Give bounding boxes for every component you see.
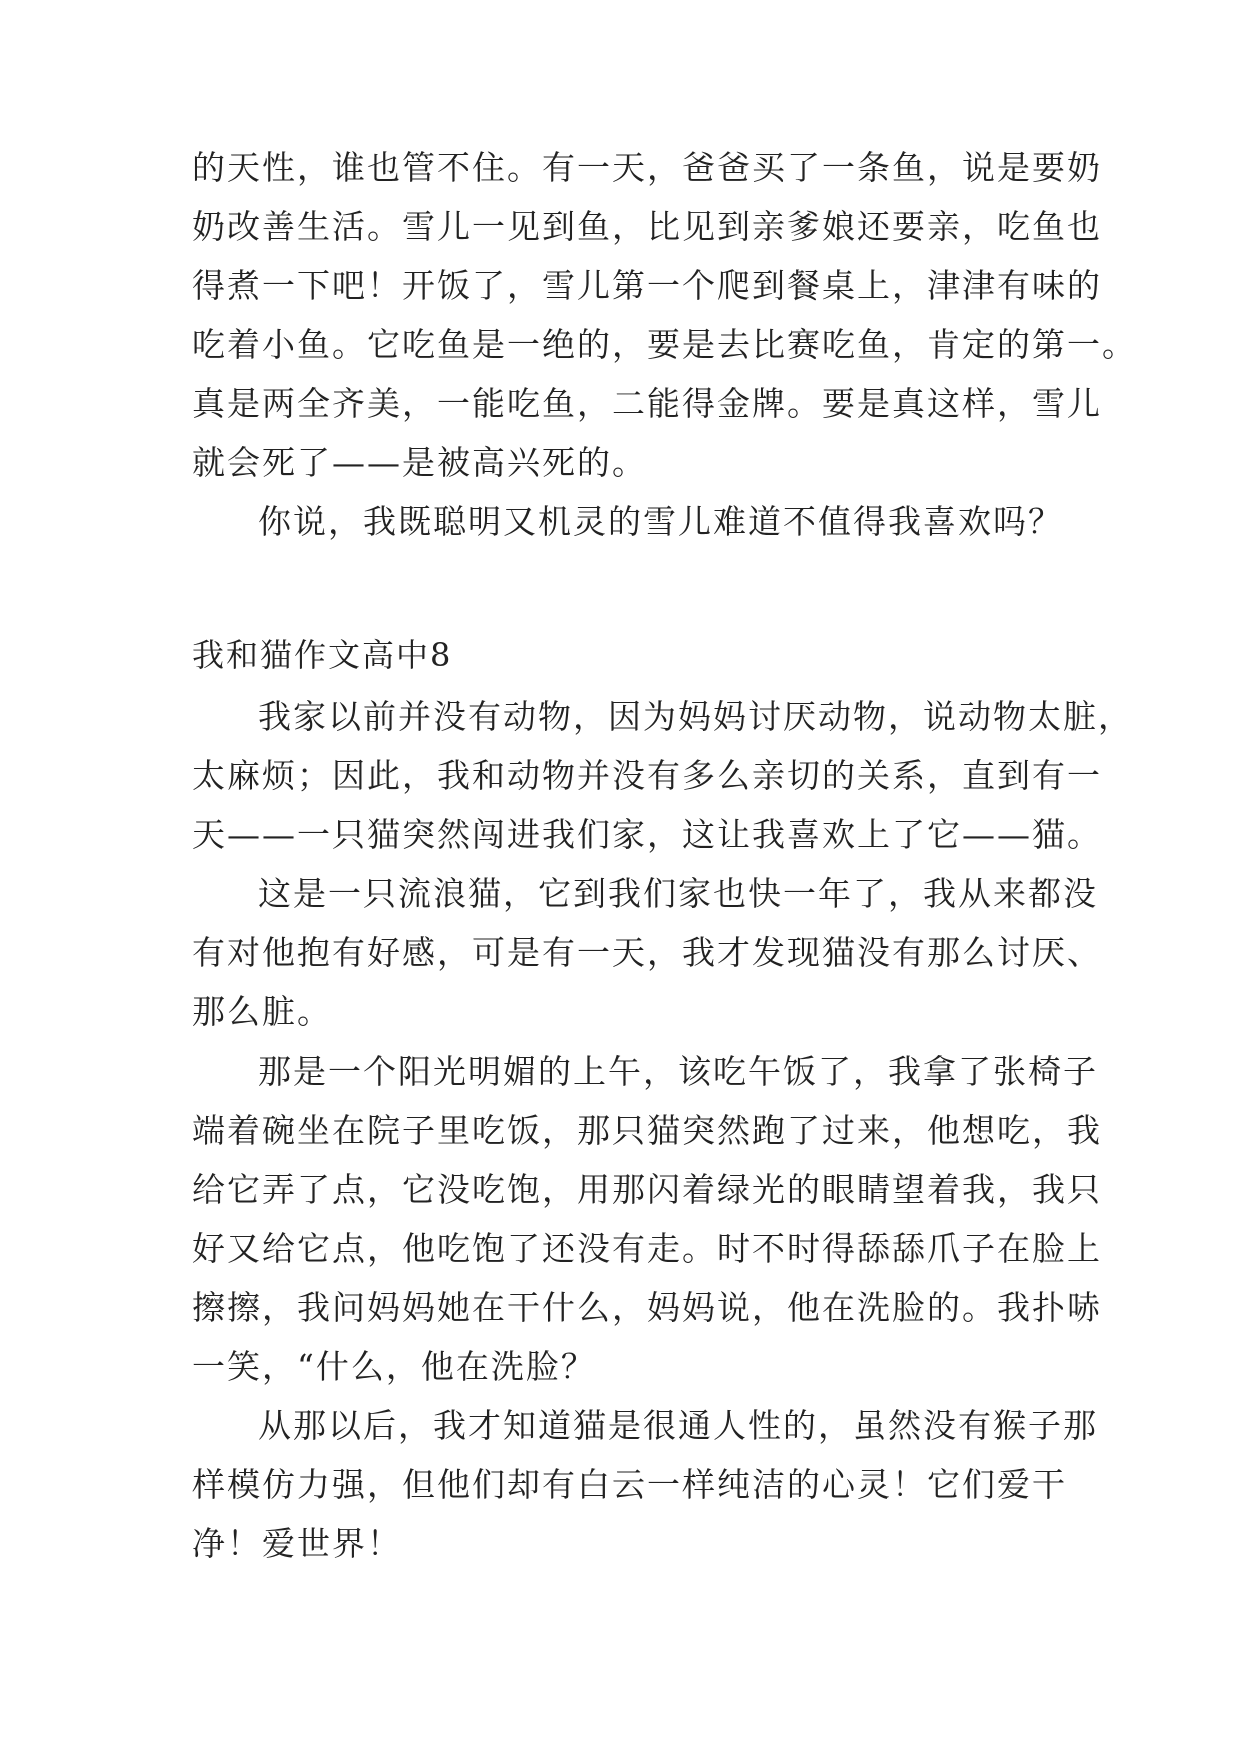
text-line: 样模仿力强，但他们却有白云一样纯洁的心灵！它们爱干 xyxy=(192,1465,1067,1504)
paragraph-intro xyxy=(192,687,1133,864)
section-title: 我和猫作文高中8 xyxy=(192,636,453,674)
text-line: 好又给它点，他吃饱了还没有走。时不时得舔舔爪子在脸上 xyxy=(192,1229,1102,1268)
paragraph-stray-cat xyxy=(192,864,1102,1041)
text-line: 净！爱世界！ xyxy=(192,1524,402,1563)
text-line: 给它弄了点，它没吃饱，用那闪着绿光的眼睛望着我，我只 xyxy=(192,1170,1102,1209)
text-line: 太麻烦；因此，我和动物并没有多么亲切的关系，直到有一 xyxy=(192,756,1102,795)
text-line: 一笑，“什么，他在洗脸？ xyxy=(192,1347,596,1386)
text-line: 那是一个阳光明媚的上午，该吃午饭了，我拿了张椅子 xyxy=(258,1052,1098,1091)
text-line: 擦擦，我问妈妈她在干什么，妈妈说，他在洗脸的。我扑哧 xyxy=(192,1288,1102,1327)
text-line: 我家以前并没有动物，因为妈妈讨厌动物，说动物太脏， xyxy=(258,697,1133,736)
text-line: 端着碗坐在院子里吃饭，那只猫突然跑了过来，他想吃，我 xyxy=(192,1111,1102,1150)
text-line: 从那以后，我才知道猫是很通人性的，虽然没有猴子那 xyxy=(258,1406,1098,1445)
text-line: 的天性，谁也管不住。有一天，爸爸买了一条鱼，说是要奶 xyxy=(192,148,1102,187)
text-line: 真是两全齐美，一能吃鱼，二能得金牌。要是真这样，雪儿 xyxy=(192,384,1102,423)
text-line: 这是一只流浪猫，它到我们家也快一年了，我从来都没 xyxy=(258,874,1098,913)
paragraph-sunny-morning xyxy=(192,1042,1102,1396)
text-line: 就会死了——是被高兴死的。 xyxy=(192,443,647,482)
text-line: 天——一只猫突然闯进我们家，这让我喜欢上了它——猫。 xyxy=(192,815,1102,854)
text-line: 有对他抱有好感，可是有一天，我才发现猫没有那么讨厌、 xyxy=(192,933,1102,972)
paragraph-conclusion xyxy=(192,1396,1098,1573)
text-line: 那么脏。 xyxy=(192,992,332,1031)
text-line: 你说，我既聪明又机灵的雪儿难道不值得我喜欢吗？ xyxy=(258,502,1063,541)
paragraph-question xyxy=(192,492,1063,551)
paragraph-continuation xyxy=(192,138,1137,492)
text-line: 奶改善生活。雪儿一见到鱼，比见到亲爹娘还要亲，吃鱼也 xyxy=(192,207,1102,246)
text-line: 吃着小鱼。它吃鱼是一绝的，要是去比赛吃鱼，肯定的第一。 xyxy=(192,325,1137,364)
text-line: 得煮一下吧！开饭了，雪儿第一个爬到餐桌上，津津有味的 xyxy=(192,266,1102,305)
